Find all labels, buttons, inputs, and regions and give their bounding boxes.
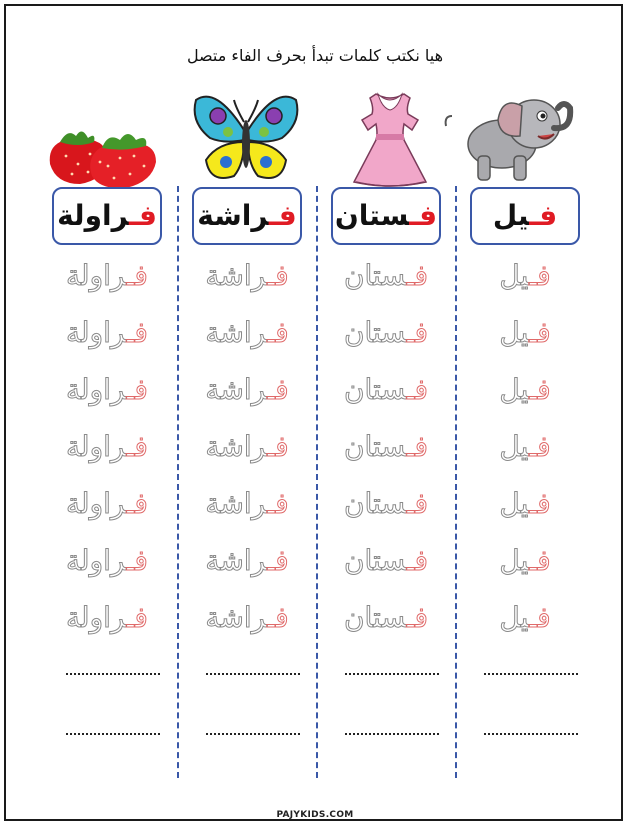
tracing-word: فـستان — [343, 373, 429, 406]
tracing-word: فـيل — [499, 544, 551, 577]
tracing-word: فـيل — [499, 487, 551, 520]
tracing-word: فـراشة — [205, 373, 289, 406]
strawberry-icon — [42, 118, 167, 190]
writing-line[interactable] — [66, 733, 160, 735]
site-footer: PAJYKIDS.COM — [276, 810, 354, 820]
tracing-word: فـستان — [343, 544, 429, 577]
tracing-word: فـيل — [499, 373, 551, 406]
tracing-word: فـيل — [499, 316, 551, 349]
tracing-word: فـراولة — [66, 373, 148, 406]
dress-icon — [350, 90, 430, 190]
tracing-word: فـراولة — [66, 544, 148, 577]
tracing-word: فـراشة — [205, 601, 289, 634]
column-separator — [455, 186, 457, 778]
worksheet-title: هيا نكتب كلمات تبدأ بحرف الفاء متصل — [186, 46, 444, 65]
tracing-word: فـستان — [343, 430, 429, 463]
writing-line[interactable] — [206, 733, 300, 735]
tracing-word: فـراشة — [205, 259, 289, 292]
word-card-strawberry: فـراولة — [52, 187, 162, 245]
tracing-word: فـراشة — [205, 430, 289, 463]
tracing-word: فـيل — [499, 259, 551, 292]
tracing-word: فـستان — [343, 487, 429, 520]
tracing-word: فـراولة — [66, 316, 148, 349]
word-card-elephant: فـيل — [470, 187, 580, 245]
butterfly-icon — [190, 92, 302, 188]
tracing-word: فـيل — [499, 430, 551, 463]
column-separator — [316, 186, 318, 778]
writing-line[interactable] — [484, 733, 578, 735]
writing-line[interactable] — [66, 673, 160, 675]
writing-line[interactable] — [345, 733, 439, 735]
word-card-dress: فـستان — [331, 187, 441, 245]
writing-line[interactable] — [484, 673, 578, 675]
tracing-word: فـراولة — [66, 259, 148, 292]
tracing-word: فـستان — [343, 601, 429, 634]
tracing-word: فـراشة — [205, 487, 289, 520]
tracing-word: فـستان — [343, 259, 429, 292]
word-card-butterfly: فـراشة — [192, 187, 302, 245]
column-separator — [177, 186, 179, 778]
tracing-word: فـراشة — [205, 544, 289, 577]
tracing-word: فـراولة — [66, 601, 148, 634]
tracing-word: فـراشة — [205, 316, 289, 349]
tracing-word: فـراولة — [66, 430, 148, 463]
tracing-word: فـستان — [343, 316, 429, 349]
tracing-word: فـراولة — [66, 487, 148, 520]
writing-line[interactable] — [345, 673, 439, 675]
elephant-icon — [438, 86, 580, 188]
tracing-word: فـيل — [499, 601, 551, 634]
writing-line[interactable] — [206, 673, 300, 675]
